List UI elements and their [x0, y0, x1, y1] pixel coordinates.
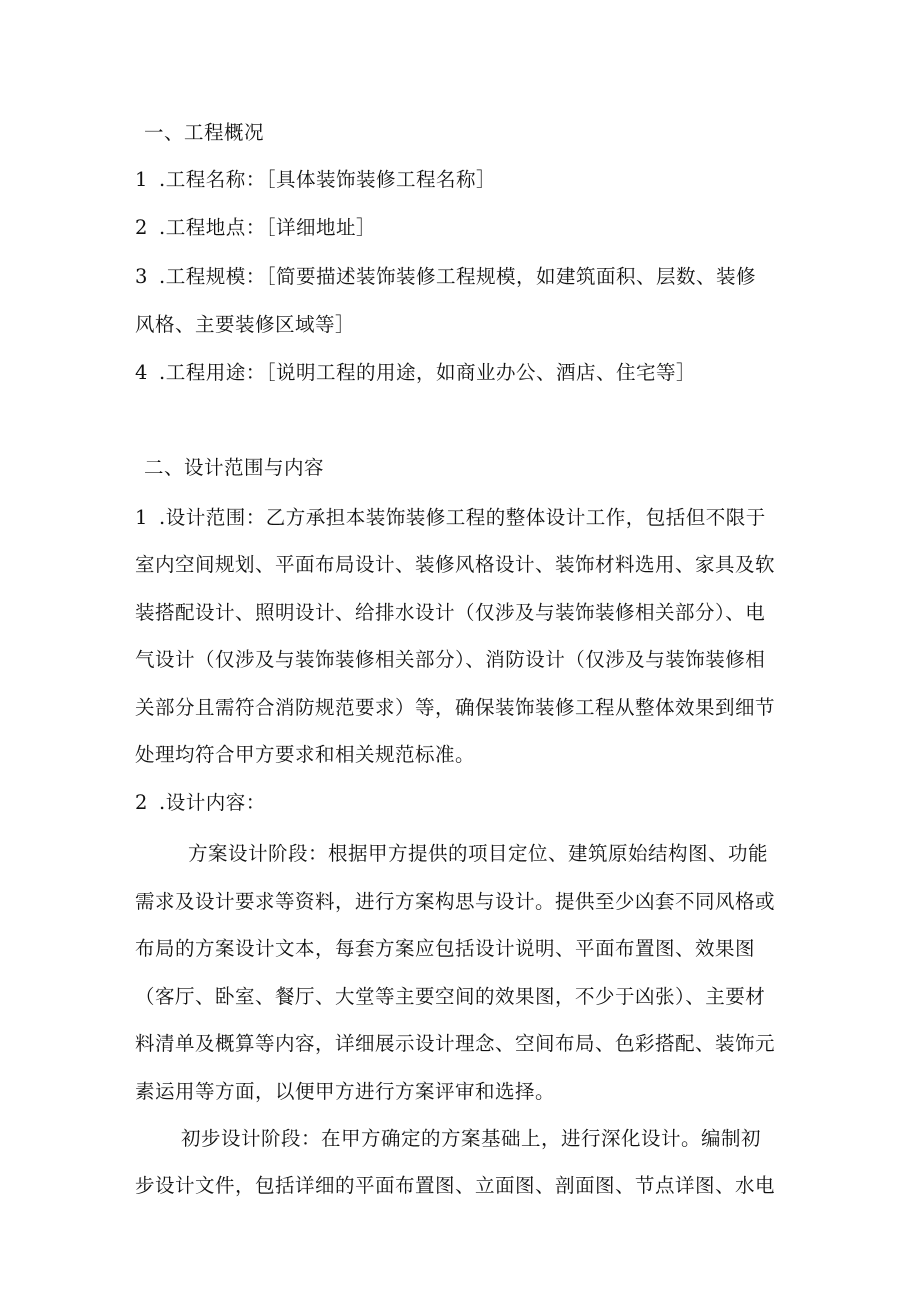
item-text: .工程地点：［详细地址］ — [159, 216, 376, 239]
scheme-line-2: 需求及设计要求等资料，进行方案构思与设计。提供至少凶套不同风格或 — [135, 890, 776, 913]
item-text: .设计内容： — [159, 791, 266, 814]
preliminary-line-1: 初步设计阶段：在甲方确定的方案基础上，进行深化设计。编制初 — [181, 1127, 762, 1150]
item-number: 2 — [135, 791, 148, 814]
item-number: 2 — [135, 216, 148, 239]
section1-item-4 — [135, 359, 696, 387]
section1-heading: 一、工程概况 — [144, 121, 265, 144]
scope-line-2: 室内空间规划、平面布局设计、装修风格设计、装饰材料选用、家具及软 — [135, 553, 776, 576]
item-text: .工程用途：［说明工程的用途，如商业办公、酒店、住宅等］ — [159, 361, 696, 384]
section1-item-3 — [135, 263, 756, 291]
item-number: 1 — [135, 168, 148, 191]
item-number: 1 — [135, 506, 148, 529]
scheme-line-6: 素运用等方面，以便甲方进行方案评审和选择。 — [135, 1080, 556, 1103]
scope-line-6: 处理均符合甲方要求和相关规范标准。 — [135, 743, 476, 766]
scheme-line-3: 布局的方案设计文本，每套方案应包括设计说明、平面布置图、效果图 — [135, 937, 756, 960]
scope-line-4: 气设计（仅涉及与装饰装修相关部分）、消防设计（仅涉及与装饰装修相 — [135, 648, 766, 671]
item-number: 3 — [135, 265, 148, 288]
scope-line-5: 关部分且需符合消防规范要求）等，确保装饰装修工程从整体效果到细节 — [135, 696, 776, 719]
section1-item-3-continued: 风格、主要装修区域等］ — [135, 313, 356, 336]
preliminary-line-2: 步设计文件，包括详细的平面布置图、立面图、剖面图、节点详图、水电 — [135, 1174, 776, 1197]
section2-heading: 二、设计范围与内容 — [144, 456, 325, 479]
scheme-line-4: （客厅、卧室、餐厅、大堂等主要空间的效果图，不少于凶张）、主要材 — [135, 985, 766, 1008]
scope-line-3: 装搭配设计、照明设计、给排水设计（仅涉及与装饰装修相关部分）、电 — [135, 601, 766, 624]
section1-item-2 — [135, 214, 376, 242]
item-text: .工程规模：［简要描述装饰装修工程规模，如建筑面积、层数、装修 — [159, 265, 756, 288]
scheme-line-5: 料清单及概算等内容，详细展示设计理念、空间布局、色彩搭配、装饰元 — [135, 1032, 776, 1055]
scope-line-1 — [135, 504, 766, 532]
content-title — [135, 789, 266, 817]
scheme-line-1: 方案设计阶段：根据甲方提供的项目定位、建筑原始结构图、功能 — [188, 842, 769, 865]
item-number: 4 — [135, 361, 148, 384]
section1-item-1 — [135, 166, 496, 194]
item-text: .设计范围：乙方承担本装饰装修工程的整体设计工作，包括但不限于 — [159, 506, 766, 529]
item-text: .工程名称：［具体装饰装修工程名称］ — [159, 168, 496, 191]
